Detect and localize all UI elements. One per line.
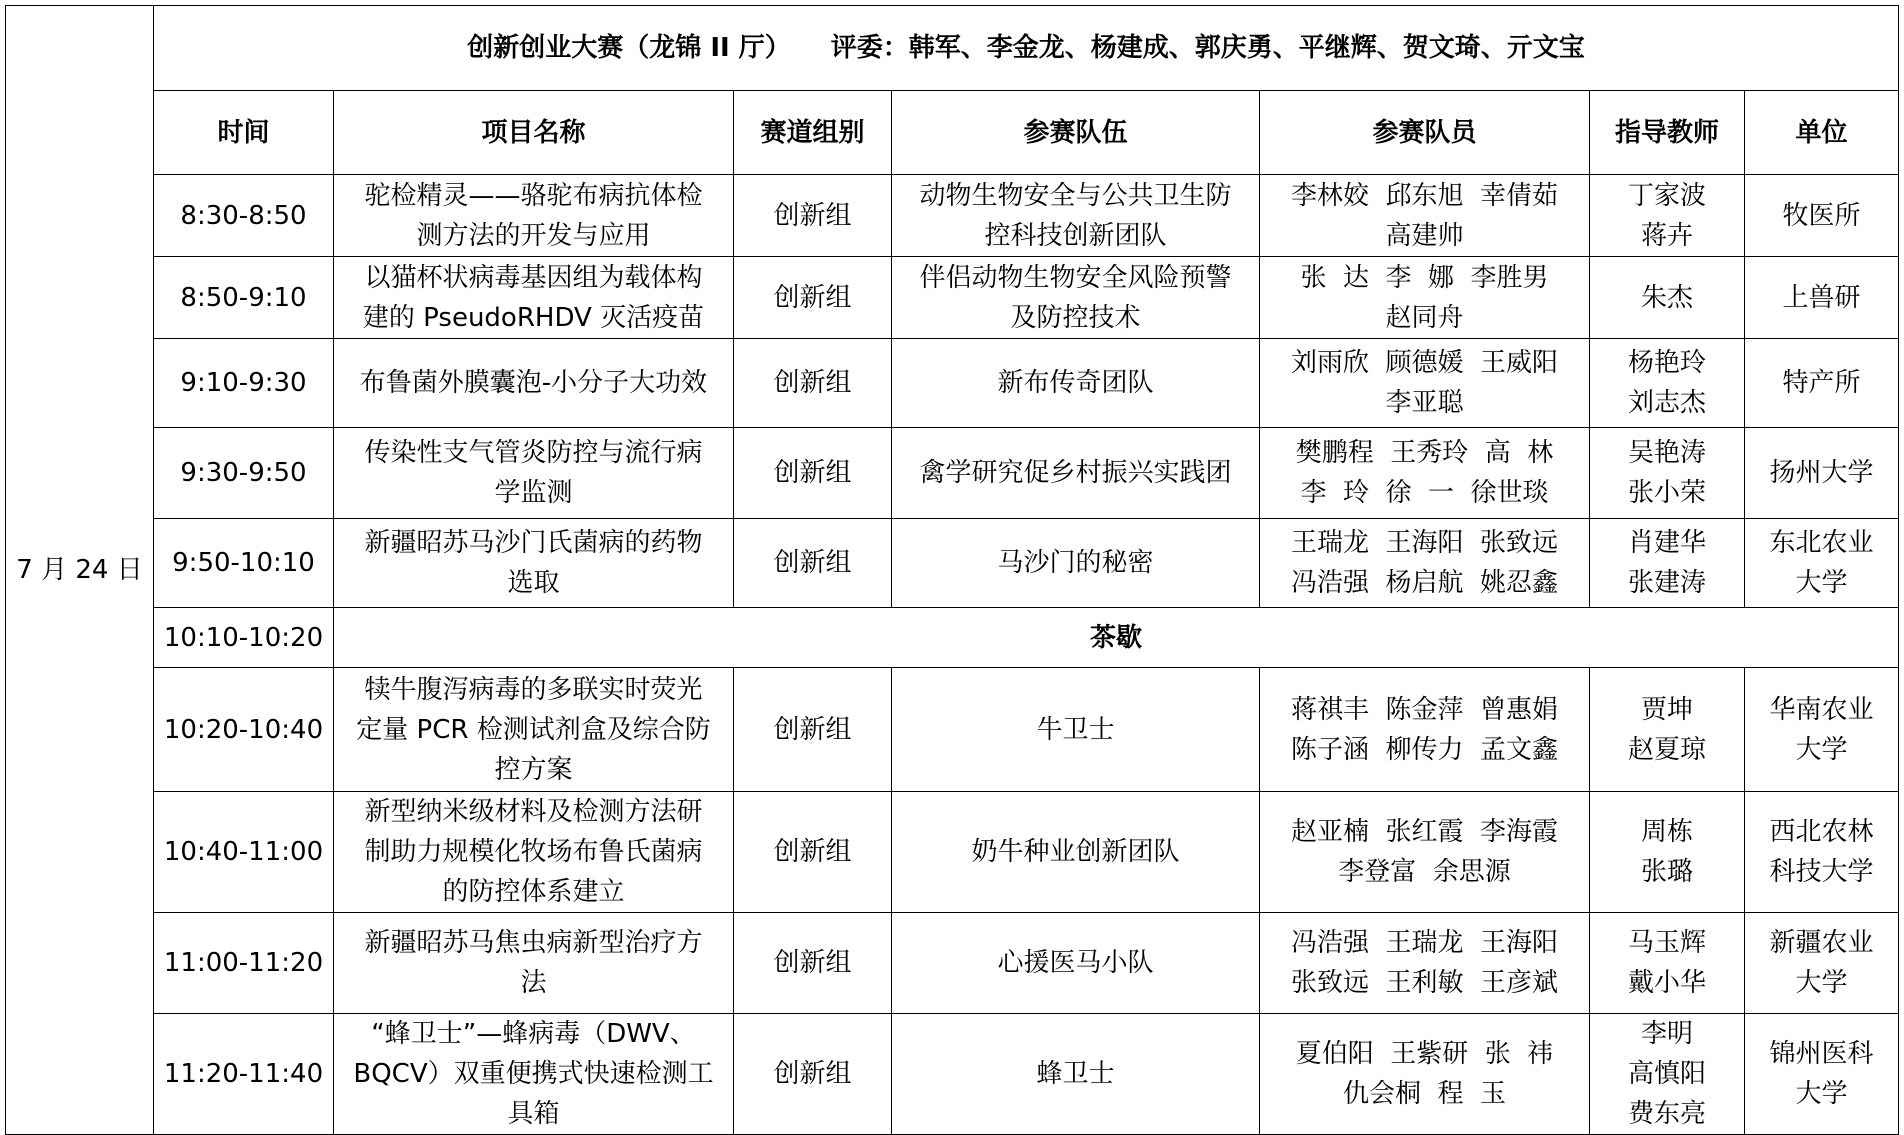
unit-cell xyxy=(1745,519,1899,608)
members-cell xyxy=(1260,1014,1590,1135)
team-cell xyxy=(892,668,1260,792)
unit-cell xyxy=(1745,792,1899,913)
team-line: 蜂卫士 xyxy=(1036,1059,1115,1089)
column-header: 项目名称 xyxy=(334,91,734,175)
advisors-cell xyxy=(1590,519,1745,608)
team-cell xyxy=(892,792,1260,913)
team-cell xyxy=(892,1014,1260,1135)
time-cell: 9:50-10:10 xyxy=(154,519,334,608)
members-line: 王瑞龙 王海阳 张致远 xyxy=(1290,528,1559,558)
project-cell xyxy=(334,339,734,428)
column-header: 指导教师 xyxy=(1590,91,1745,175)
break-row xyxy=(6,608,1899,668)
track-cell: 创新组 xyxy=(734,1014,892,1135)
members-line: 张 达 李 娜 李胜男 xyxy=(1300,262,1549,293)
advisors-cell xyxy=(1590,175,1745,257)
project-line: 法 xyxy=(520,968,547,998)
time-cell: 9:30-9:50 xyxy=(154,428,334,519)
unit-line: 大学 xyxy=(1795,1079,1848,1109)
time-cell: 10:20-10:40 xyxy=(154,668,334,792)
team-line: 奶牛种业创新团队 xyxy=(971,837,1180,867)
members-line: 张致远 王利敏 王彦斌 xyxy=(1290,968,1559,998)
team-cell xyxy=(892,519,1260,608)
members-line: 仇会桐 程 玉 xyxy=(1342,1079,1507,1109)
project-line: BQCV）双重便携式快速检测工 xyxy=(353,1059,714,1089)
members-line: 夏伯阳 王紫研 张 祎 xyxy=(1295,1039,1554,1069)
project-cell xyxy=(334,175,734,257)
unit-cell xyxy=(1745,1014,1899,1135)
project-line: 新疆昭苏马焦虫病新型治疗方 xyxy=(364,928,703,958)
track-cell: 创新组 xyxy=(734,339,892,428)
time-cell: 10:10-10:20 xyxy=(154,608,334,668)
advisor-line: 贾坤 xyxy=(1640,694,1693,725)
track-cell: 创新组 xyxy=(734,668,892,792)
advisor-line: 张小荣 xyxy=(1627,478,1706,508)
team-line: 马沙门的秘密 xyxy=(997,548,1154,578)
time-cell: 10:40-11:00 xyxy=(154,792,334,913)
judges-list: 评委：韩军、李金龙、杨建成、郭庆勇、平继辉、贺文琦、亓文宝 xyxy=(830,33,1585,63)
unit-line: 扬州大学 xyxy=(1769,458,1874,488)
advisor-line: 戴小华 xyxy=(1627,968,1706,998)
project-line: 新型纳米级材料及检测方法研 xyxy=(364,797,703,827)
unit-cell xyxy=(1745,913,1899,1014)
members-line: 李林姣 邱东旭 幸倩茹 xyxy=(1290,180,1559,211)
advisors-cell xyxy=(1590,257,1745,339)
session-name: 创新创业大赛（龙锦 II 厅） xyxy=(467,33,791,63)
unit-cell xyxy=(1745,257,1899,339)
team-line: 心援医马小队 xyxy=(997,948,1154,978)
members-cell xyxy=(1260,339,1590,428)
project-line: 驼检精灵——骆驼布病抗体检 xyxy=(364,180,703,211)
advisor-line: 张建涛 xyxy=(1627,568,1706,598)
time-cell: 11:20-11:40 xyxy=(154,1014,334,1135)
team-line: 动物生物安全与公共卫生防 xyxy=(919,180,1232,211)
table-row xyxy=(6,913,1899,1014)
table-row xyxy=(6,519,1899,608)
team-line: 新布传奇团队 xyxy=(997,368,1154,398)
project-line: 测方法的开发与应用 xyxy=(416,220,651,251)
table-row xyxy=(6,668,1899,792)
project-line: 的防控体系建立 xyxy=(442,877,625,907)
project-cell xyxy=(334,1014,734,1135)
project-line: 选取 xyxy=(507,568,560,598)
unit-cell xyxy=(1745,339,1899,428)
members-cell xyxy=(1260,428,1590,519)
project-cell xyxy=(334,668,734,792)
members-cell xyxy=(1260,519,1590,608)
unit-line: 科技大学 xyxy=(1769,857,1874,887)
members-line: 李亚聪 xyxy=(1385,388,1464,418)
advisor-line: 张璐 xyxy=(1640,857,1693,887)
unit-line: 东北农业 xyxy=(1769,528,1874,558)
team-line: 禽学研究促乡村振兴实践团 xyxy=(919,458,1232,488)
project-line: 建的 PseudoRHDV 灭活疫苗 xyxy=(362,302,705,333)
date-cell: 7 月 24 日 xyxy=(6,6,154,1135)
advisor-line: 高慎阳 xyxy=(1627,1059,1706,1089)
members-cell xyxy=(1260,175,1590,257)
table-row xyxy=(6,175,1899,257)
members-line: 冯浩强 杨启航 姚忍鑫 xyxy=(1290,568,1559,598)
track-cell: 创新组 xyxy=(734,175,892,257)
project-line: 新疆昭苏马沙门氏菌病的药物 xyxy=(364,528,703,558)
members-line: 冯浩强 王瑞龙 王海阳 xyxy=(1290,928,1559,958)
members-line: 李 玲 徐 一 徐世琰 xyxy=(1300,478,1549,508)
header-row xyxy=(6,91,1899,175)
column-header: 参赛队伍 xyxy=(892,91,1260,175)
unit-line: 锦州医科 xyxy=(1769,1039,1874,1069)
team-line: 牛卫士 xyxy=(1036,714,1115,745)
advisor-line: 周栋 xyxy=(1640,817,1693,847)
column-header: 单位 xyxy=(1745,91,1899,175)
track-cell: 创新组 xyxy=(734,792,892,913)
project-cell xyxy=(334,913,734,1014)
column-header: 时间 xyxy=(154,91,334,175)
table-row xyxy=(6,792,1899,913)
track-cell: 创新组 xyxy=(734,257,892,339)
members-line: 蒋祺丰 陈金萍 曾惠娟 xyxy=(1290,694,1559,725)
session-title xyxy=(154,6,1899,91)
team-line: 控科技创新团队 xyxy=(984,220,1167,251)
team-line: 伴侣动物生物安全风险预警 xyxy=(919,262,1232,293)
advisor-line: 蒋卉 xyxy=(1640,220,1693,251)
unit-line: 大学 xyxy=(1795,568,1848,598)
advisor-line: 吴艳涛 xyxy=(1627,438,1706,468)
project-line: 定量 PCR 检测试剂盒及综合防 xyxy=(356,714,711,745)
team-cell xyxy=(892,339,1260,428)
unit-line: 上兽研 xyxy=(1782,282,1861,313)
advisors-cell xyxy=(1590,1014,1745,1135)
unit-line: 新疆农业 xyxy=(1769,928,1874,958)
time-cell: 11:00-11:20 xyxy=(154,913,334,1014)
title-row xyxy=(6,6,1899,91)
advisor-line: 费东亮 xyxy=(1627,1099,1706,1129)
advisors-cell xyxy=(1590,913,1745,1014)
project-line: 具箱 xyxy=(507,1099,560,1129)
advisor-line: 赵夏琼 xyxy=(1627,734,1706,765)
schedule-table xyxy=(5,5,1899,1135)
members-cell xyxy=(1260,913,1590,1014)
unit-line: 大学 xyxy=(1795,734,1848,765)
unit-line: 大学 xyxy=(1795,968,1848,998)
advisor-line: 肖建华 xyxy=(1627,528,1706,558)
unit-cell xyxy=(1745,428,1899,519)
project-cell xyxy=(334,428,734,519)
break-label: 茶歇 xyxy=(334,608,1899,668)
advisors-cell xyxy=(1590,668,1745,792)
team-cell xyxy=(892,913,1260,1014)
advisors-cell xyxy=(1590,339,1745,428)
table-row xyxy=(6,1014,1899,1135)
project-line: 学监测 xyxy=(494,478,573,508)
unit-line: 特产所 xyxy=(1782,368,1861,398)
members-line: 李登富 余思源 xyxy=(1338,857,1511,887)
team-line: 及防控技术 xyxy=(1010,302,1141,333)
project-cell xyxy=(334,519,734,608)
project-line: 布鲁菌外膜囊泡-小分子大功效 xyxy=(359,368,708,398)
unit-line: 华南农业 xyxy=(1769,694,1874,725)
members-line: 刘雨欣 顾德媛 王威阳 xyxy=(1290,348,1559,378)
advisors-cell xyxy=(1590,792,1745,913)
time-cell: 8:50-9:10 xyxy=(154,257,334,339)
project-line: 制助力规模化牧场布鲁氏菌病 xyxy=(364,837,703,867)
unit-line: 西北农林 xyxy=(1769,817,1874,847)
track-cell: 创新组 xyxy=(734,519,892,608)
advisor-line: 朱杰 xyxy=(1640,282,1693,313)
project-line: “蜂卫士”—蜂病毒（DWV、 xyxy=(371,1019,696,1049)
column-header: 赛道组别 xyxy=(734,91,892,175)
unit-cell xyxy=(1745,668,1899,792)
column-header: 参赛队员 xyxy=(1260,91,1590,175)
advisor-line: 杨艳玲 xyxy=(1627,348,1706,378)
advisor-line: 马玉辉 xyxy=(1627,928,1706,958)
time-cell: 9:10-9:30 xyxy=(154,339,334,428)
members-cell xyxy=(1260,668,1590,792)
time-cell: 8:30-8:50 xyxy=(154,175,334,257)
members-cell xyxy=(1260,792,1590,913)
track-cell: 创新组 xyxy=(734,428,892,519)
advisor-line: 李明 xyxy=(1640,1019,1693,1049)
table-row xyxy=(6,428,1899,519)
table-row xyxy=(6,257,1899,339)
members-line: 高建帅 xyxy=(1385,220,1464,251)
track-cell: 创新组 xyxy=(734,913,892,1014)
members-line: 陈子涵 柳传力 孟文鑫 xyxy=(1290,734,1559,765)
unit-cell xyxy=(1745,175,1899,257)
project-line: 以猫杯状病毒基因组为载体构 xyxy=(364,262,703,293)
members-line: 赵同舟 xyxy=(1385,302,1464,333)
project-line: 传染性支气管炎防控与流行病 xyxy=(364,438,703,468)
advisor-line: 丁家波 xyxy=(1627,180,1706,211)
project-cell xyxy=(334,257,734,339)
advisor-line: 刘志杰 xyxy=(1627,388,1706,418)
advisors-cell xyxy=(1590,428,1745,519)
project-line: 犊牛腹泻病毒的多联实时荧光 xyxy=(364,674,703,705)
team-cell xyxy=(892,428,1260,519)
table-row xyxy=(6,339,1899,428)
members-line: 赵亚楠 张红霞 李海霞 xyxy=(1290,817,1559,847)
members-cell xyxy=(1260,257,1590,339)
unit-line: 牧医所 xyxy=(1782,200,1861,231)
team-cell xyxy=(892,175,1260,257)
project-cell xyxy=(334,792,734,913)
members-line: 樊鹏程 王秀玲 高 林 xyxy=(1295,438,1554,468)
team-cell xyxy=(892,257,1260,339)
project-line: 控方案 xyxy=(494,754,573,785)
